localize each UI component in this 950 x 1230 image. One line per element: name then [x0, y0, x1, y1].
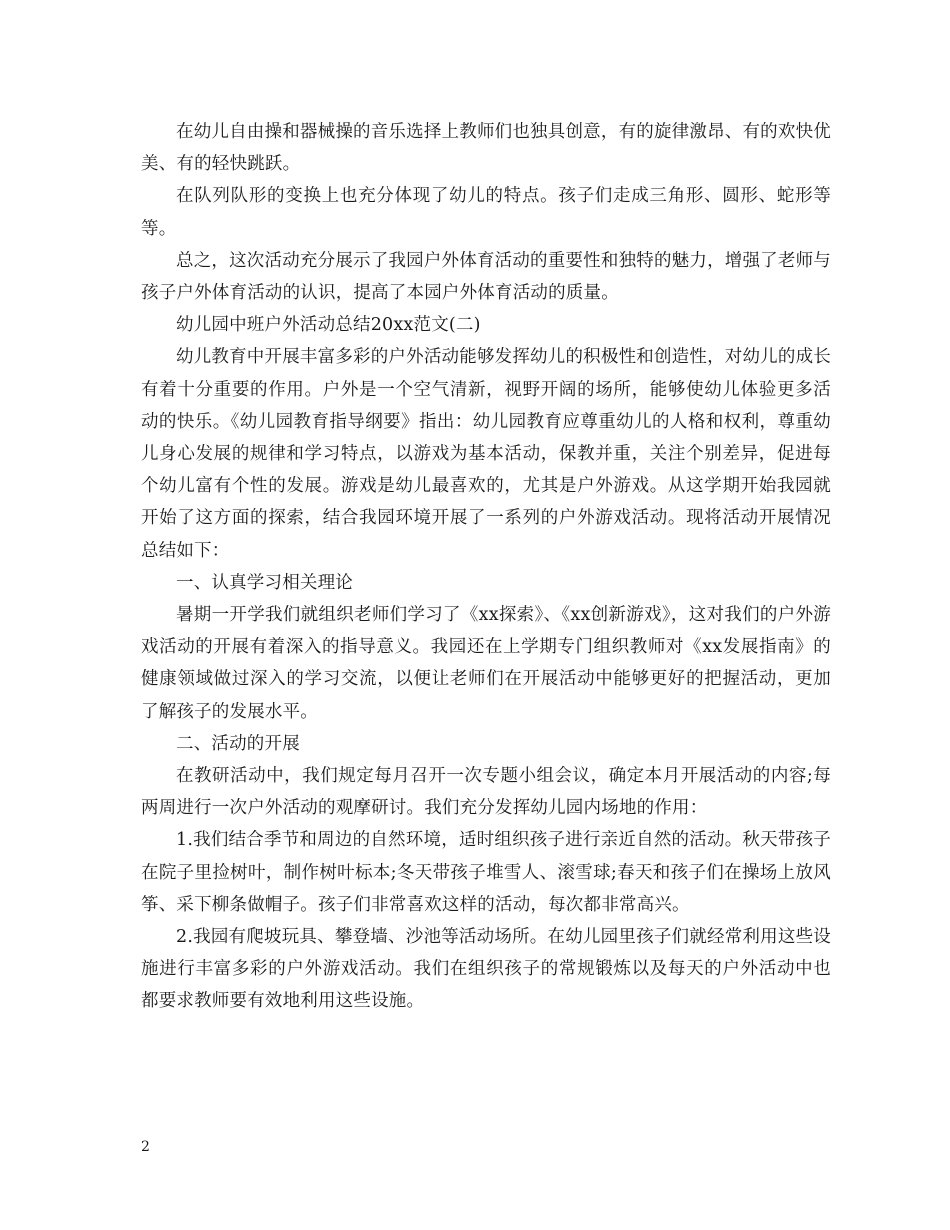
page-number: 2 — [141, 1139, 150, 1155]
heading-study-theory: 一、认真学习相关理论 — [176, 572, 353, 593]
section-title: 幼儿园中班户外活动总结20xx范文(二) — [176, 315, 481, 336]
paragraph-introduction: 幼儿教育中开展丰富多彩的户外活动能够发挥幼儿的积极性和创造性，对幼儿的成长有着十分重要的作用。户外是一个空气清新，视野开阔的场所，能够使幼儿体验更多活动的快乐。《幼儿园教育指导纲要》指出：幼儿园教育应尊重幼儿的人格和权利，尊重幼儿身心发展的规律和学习特点，以游戏为基本活动，保教并重，关注个别差异，促进每个幼儿富有个性的发展。游戏是幼儿最喜欢的，尤其是户外游戏。从这学期开始我园就开始了这方面的探索，结合我园环境开展了一系列的户外游戏活动。现将活动开展情况总结如下： — [141, 347, 831, 561]
paragraph-teaching-research: 在教研活动中，我们规定每月召开一次专题小组会议，确定本月开展活动的内容;每两周进行一次户外活动的观摩研讨。我们充分发挥幼儿园内场地的作用： — [141, 766, 831, 819]
heading-activities: 二、活动的开展 — [176, 733, 300, 754]
paragraph-study-theory: 暑期一开学我们就组织老师们学习了《xx探索》、《xx创新游戏》，这对我们的户外游戏活动的开展有着深入的指导意义。我园还在上学期专门组织教师对《xx发展指南》的健康领域做过深入的学习交流，以便让老师们在开展活动中能够更好的把握活动，更加了解孩子的发展水平。 — [141, 605, 831, 722]
document-body — [141, 116, 831, 1018]
paragraph-nature-activities: 1.我们结合季节和周边的自然环境，适时组织孩子进行亲近自然的活动。秋天带孩子在院子里捡树叶，制作树叶标本;冬天带孩子堆雪人、滚雪球;春天和孩子们在操场上放风筝、采下柳条做帽子。孩子们非常喜欢这样的活动，每次都非常高兴。 — [141, 830, 831, 915]
paragraph-facilities: 2.我园有爬坡玩具、攀登墙、沙池等活动场所。在幼儿园里孩子们就经常利用这些设施进行丰富多彩的户外游戏活动。我们在组织孩子的常规锻炼以及每天的户外活动中也都要求教师要有效地利用这些设施。 — [141, 927, 831, 1012]
paragraph-formation: 在队列队形的变换上也充分体现了幼儿的特点。孩子们走成三角形、圆形、蛇形等等。 — [141, 186, 831, 239]
paragraph-music-choice: 在幼儿自由操和器械操的音乐选择上教师们也独具创意，有的旋律激昂、有的欢快优美、有的轻快跳跃。 — [141, 122, 831, 175]
paragraph-conclusion: 总之，这次活动充分展示了我园户外体育活动的重要性和独特的魅力，增强了老师与孩子户外体育活动的认识，提高了本园户外体育活动的质量。 — [141, 250, 831, 304]
